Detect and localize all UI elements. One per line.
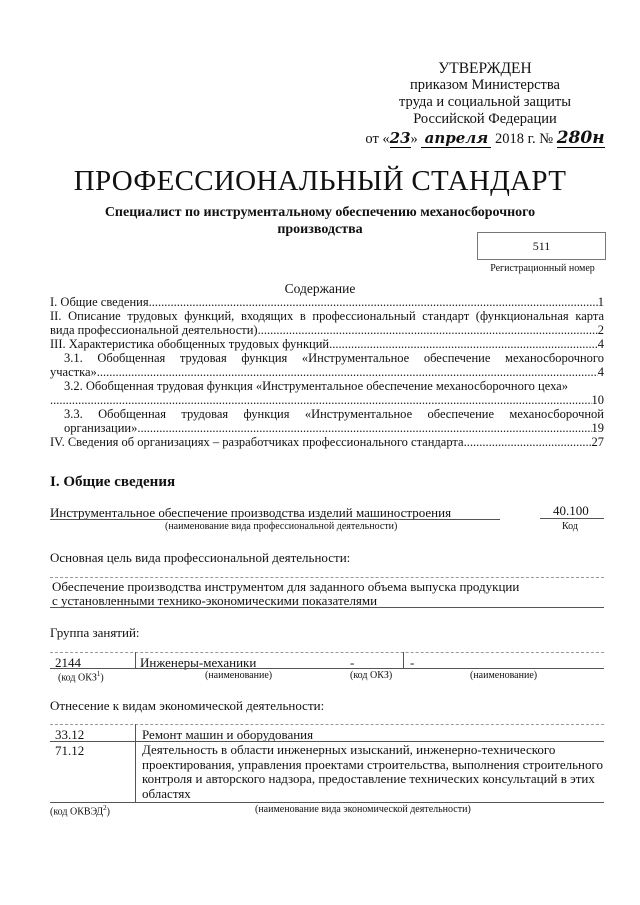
date-month: апреля (421, 130, 491, 148)
registration-number: 511 (532, 239, 551, 253)
toc-item-line-a: 3.3. Обобщенная трудовая функция «Инструментальное обеспечение механосборочной (64, 407, 604, 421)
divider (50, 519, 500, 520)
econ-label: Отнесение к видам экономической деятельности: (50, 698, 325, 713)
toc-item-line-a: II. Описание трудовых функций, входящих в профессиональный стандарт (функциональная карта (50, 309, 604, 323)
toc-item-line-a: 3.2. Обобщенная трудовая функция «Инструментальное обеспечение механосборочного цеха» (64, 379, 568, 393)
okz-name-2: - (410, 655, 415, 670)
toc-item[interactable]: ..... 10 (50, 393, 604, 407)
okved-name: Ремонт машин и оборудования (142, 727, 314, 742)
code-caption: Код (562, 521, 578, 532)
toc-item-line-a: 3.1. Обобщенная трудовая функция «Инструментальное обеспечение механосборочного (64, 351, 604, 365)
divider (50, 652, 604, 653)
divider (540, 518, 604, 519)
okved-name-caption: (наименование вида экономической деятельности) (255, 804, 471, 815)
okz-caption: (код ОКЗ$^1$) (58, 670, 104, 684)
order-number: 280н (556, 128, 605, 148)
approved-heading: УТВЕРЖДЕН (438, 60, 532, 77)
section-heading: I. Общие сведения (50, 474, 176, 490)
activity-caption: (наименование вида профессиональной деятельности) (165, 521, 398, 532)
goal-line-2: с установленными технико-экономическими показателями (52, 593, 378, 608)
goal-label: Основная цель вида профессиональной деятельности: (50, 550, 351, 565)
okz-name: Инженеры-механики (140, 655, 257, 670)
activity-name: Инструментальное обеспечение производства изделий машиностроения (50, 505, 452, 520)
registration-number-box (477, 232, 606, 260)
divider (50, 668, 604, 669)
divider (135, 724, 136, 802)
goal-line-1: Обеспечение производства инструментом для заданного объема выпуска продукции (52, 579, 520, 594)
okved-name: Деятельность в области инженерных изысканий, инженерно-технического проектирования, управления проектами строительства, выполнения строительного контроля и авторского надзора, предоставление технических консультаций в этих областях (142, 742, 604, 801)
approval-date-line (360, 130, 610, 148)
okz-name-caption: (наименование) (205, 670, 273, 681)
table-of-contents (50, 295, 604, 449)
toc-item[interactable]: участка» ..... 4 (50, 365, 604, 379)
toc-item[interactable]: вида профессиональной деятельности) ..... 2 (50, 323, 604, 337)
date-prefix: от « (365, 131, 390, 147)
toc-item[interactable]: IV. Сведения об организациях – разработчиках профессионального стандарта ..... 27 (50, 435, 604, 449)
okz-code: 2144 (55, 655, 81, 670)
okz-caption-2: (код ОКЗ) (350, 670, 393, 681)
approved-line-4: Российской Федерации (413, 111, 557, 127)
approved-line-2: приказом Министерства (410, 77, 560, 93)
registration-caption: Регистрационный номер (490, 263, 595, 274)
okved-code: 33.12 (55, 727, 85, 742)
approval-block (360, 60, 610, 148)
divider (50, 802, 604, 803)
divider (50, 577, 604, 578)
toc-title: Содержание (284, 281, 356, 296)
divider (50, 724, 604, 725)
divider (403, 652, 404, 668)
date-year: 2018 г. № (495, 131, 554, 147)
okved-caption: (код ОКВЭД$^2$) (50, 804, 110, 818)
activity-code: 40.100 (553, 503, 589, 518)
date-day: 23 (389, 129, 411, 147)
document-title: ПРОФЕССИОНАЛЬНЫЙ СТАНДАРТ (73, 165, 567, 197)
toc-item[interactable]: III. Характеристика обобщенных трудовых функций ..... 4 (50, 337, 604, 351)
date-mid: » (410, 131, 418, 147)
okved-code: 71.12 (55, 743, 85, 758)
okz-code-2: - (350, 655, 355, 670)
toc-item[interactable]: I. Общие сведения ..... 1 (50, 295, 604, 309)
subtitle-line-1: Специалист по инструментальному обеспечению механосборочного (104, 205, 536, 220)
okz-name-caption-2: (наименование) (470, 670, 538, 681)
toc-item[interactable]: организации» ..... 19 (64, 421, 604, 435)
approved-line-3: труда и социальной защиты (399, 94, 571, 110)
subtitle-line-2: производства (277, 222, 363, 237)
group-label: Группа занятий: (50, 625, 140, 640)
divider (135, 652, 136, 668)
divider (50, 607, 604, 608)
